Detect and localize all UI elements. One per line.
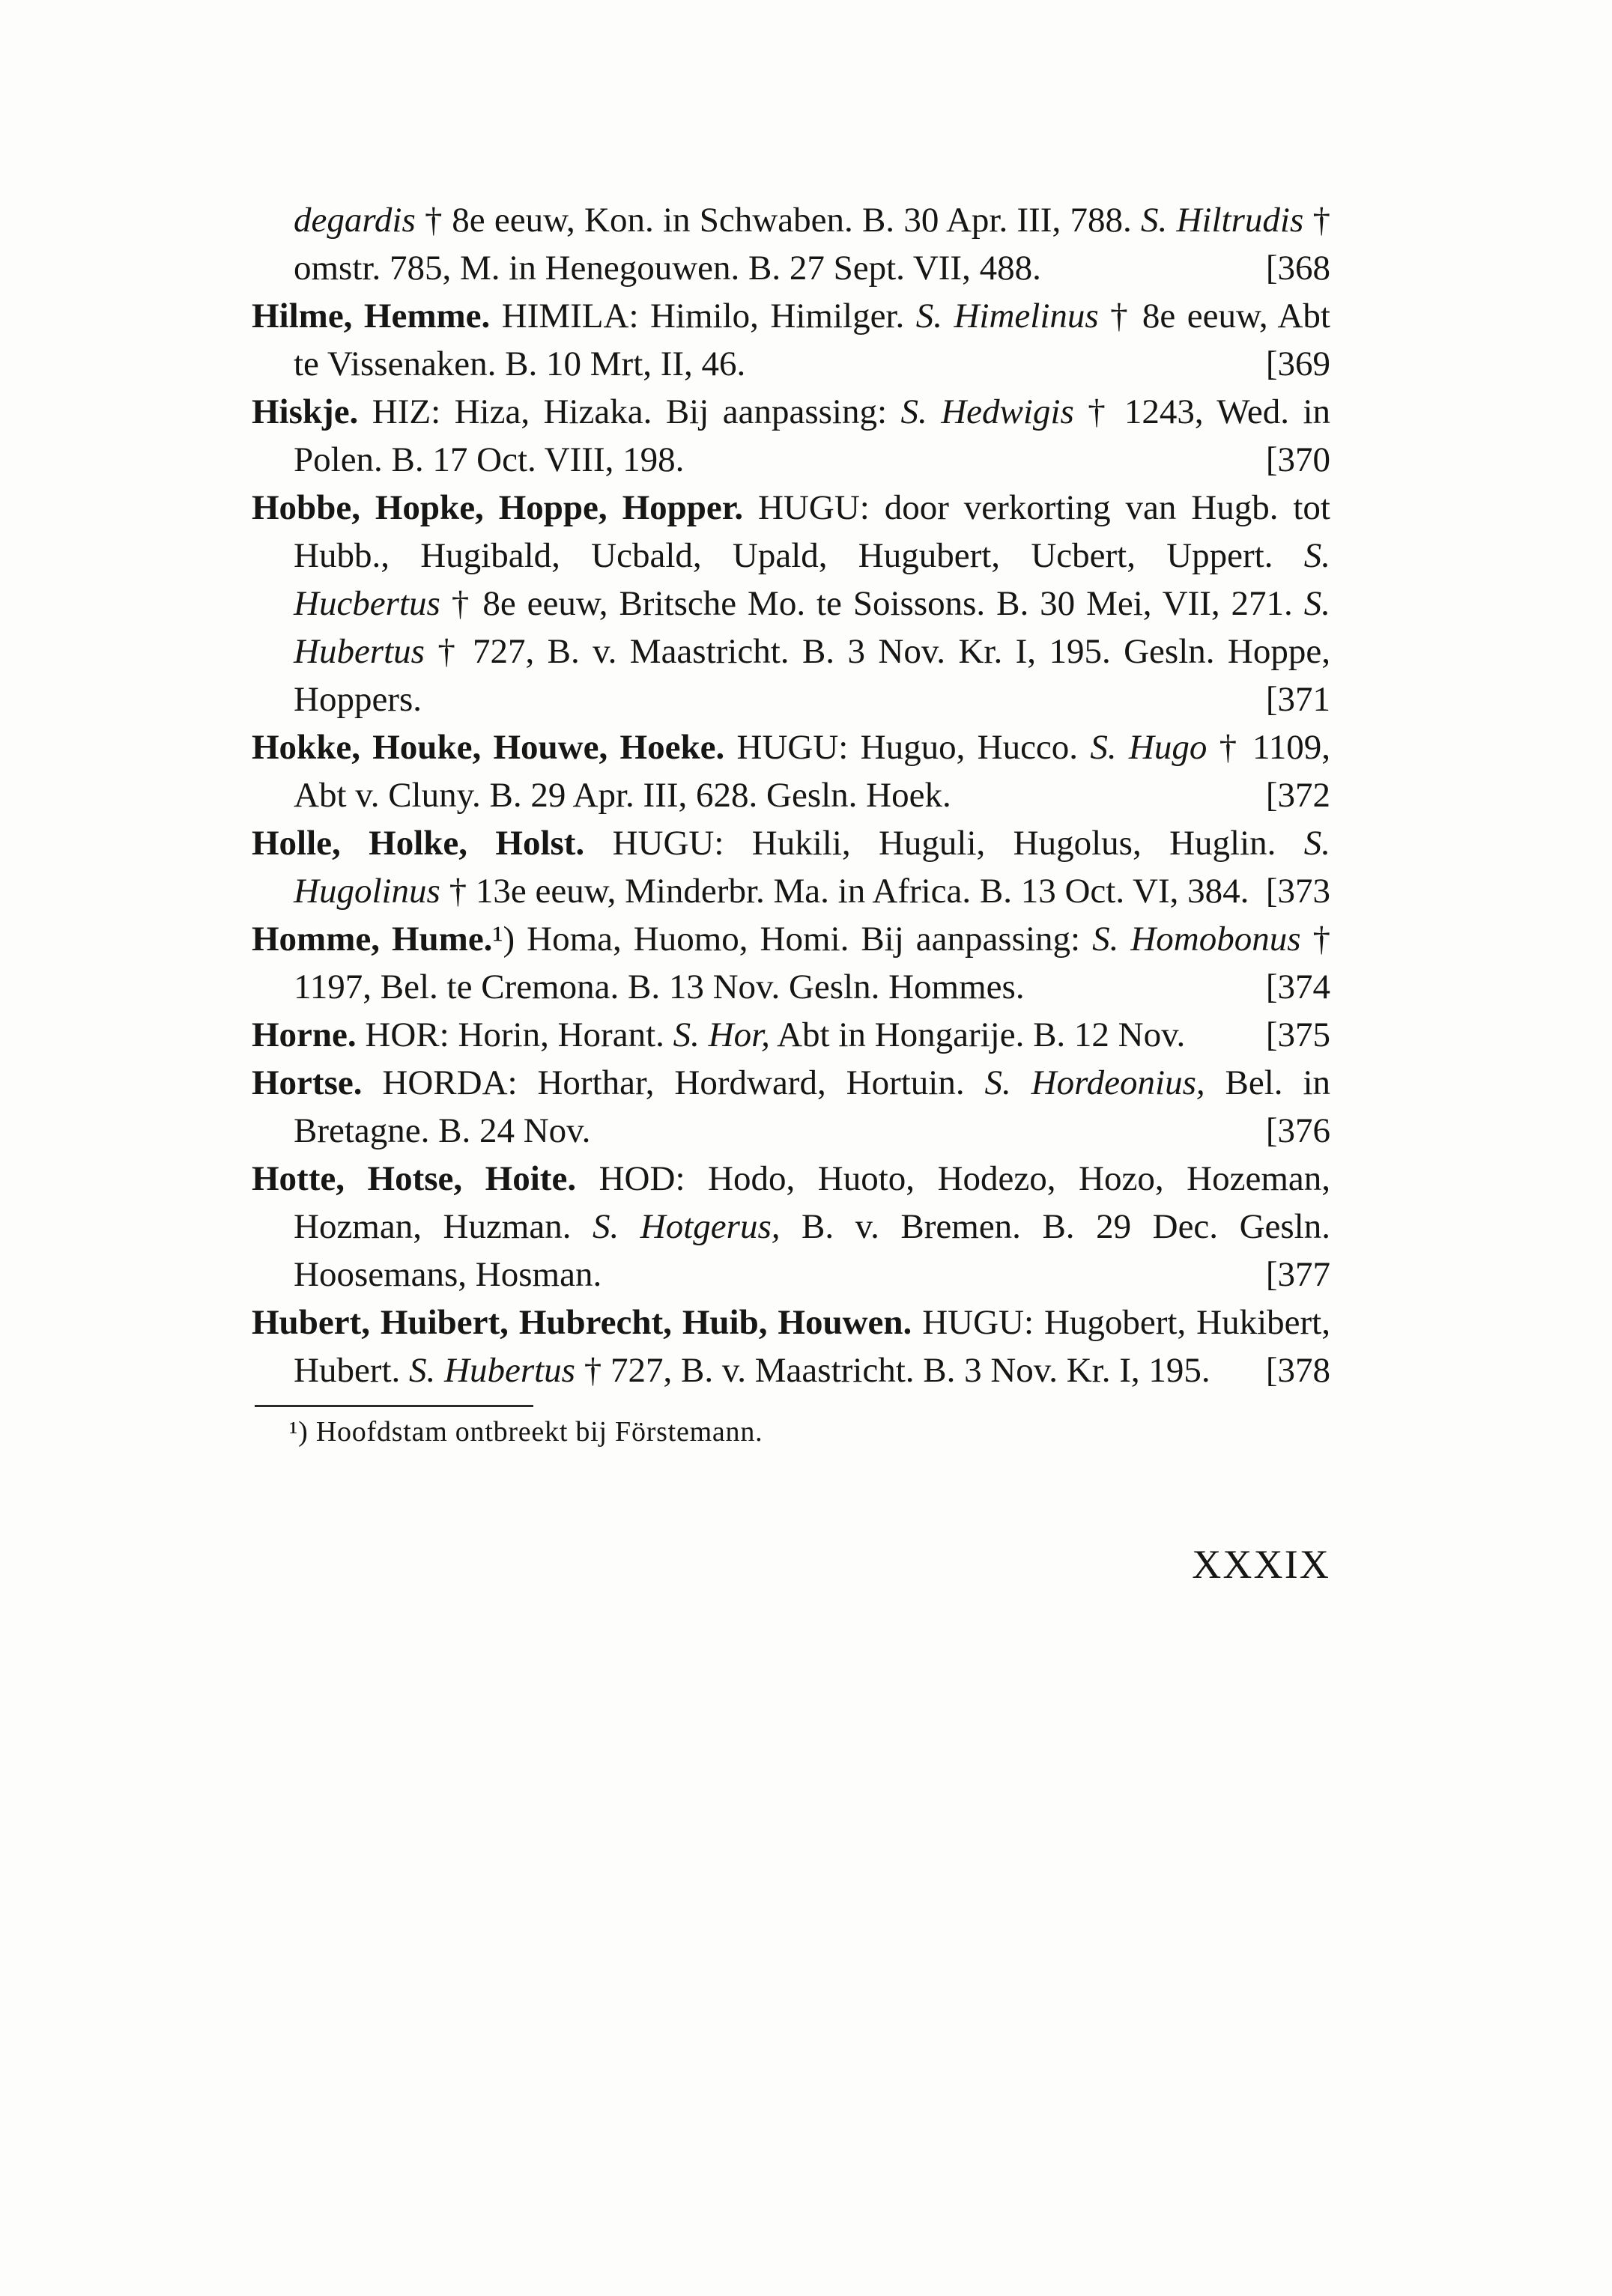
entry-segment: Hiskje. <box>252 392 359 431</box>
entry-segment: † 727, B. v. Maastricht. B. 3 Nov. Kr. I, 195. Gesln. Hoppe, Hoppers. <box>294 632 1330 719</box>
entry-segment: † 1109, Abt v. Cluny. B. 29 Apr. III, 628. Gesln. Hoek. <box>294 728 1330 815</box>
entry-ref: [369 <box>1265 344 1330 383</box>
entry-segment: S. Hugo <box>1090 728 1208 767</box>
entry <box>252 484 1330 723</box>
entry-segment: degardis <box>294 201 416 240</box>
entry-segment: HUGU: door verkorting van Hugb. tot Hubb., Hugibald, Ucbald, Upald, Hugubert, Ucbert, Uppert. <box>294 488 1330 575</box>
entry-segment: Hilme, Hemme. <box>252 297 491 335</box>
entry-segment: HIZ: Hiza, Hizaka. Bij aanpassing: <box>358 392 901 431</box>
entry-segment: † 8e eeuw, Kon. in Schwaben. B. 30 Apr. III, 788. <box>415 201 1141 240</box>
entry-ref: [377 <box>1265 1255 1330 1294</box>
entry-ref: [372 <box>1265 776 1330 815</box>
footnote: ¹) Hoofdstam ontbreekt bij Förstemann. <box>289 1416 763 1448</box>
entry <box>252 819 1330 915</box>
entry-segment: Hobbe, Hopke, Hoppe, Hopper. <box>252 488 744 527</box>
entry-segment: HOR: Horin, Horant. <box>356 1015 673 1054</box>
entry-segment: † 1197, Bel. te Cremona. B. 13 Nov. Gesln. Hommes. <box>294 920 1330 1006</box>
page-number: XXXIX <box>1192 1542 1330 1587</box>
entry <box>252 292 1330 388</box>
entry-segment: S. Himelinus <box>915 297 1099 335</box>
entry-segment: HIMILA: Himilo, Himilger. <box>490 297 916 335</box>
entry-segment: S. Homobonus <box>1092 920 1301 959</box>
entry-segment: S. Hedwigis <box>900 392 1074 431</box>
entry-segment: † 13e eeuw, Minderbr. Ma. in Africa. B. 13 Oct. VI, 384. <box>440 872 1249 911</box>
entry-ref: [374 <box>1265 968 1330 1006</box>
entry <box>252 1299 1330 1394</box>
entry-segment: HUGU: Hugobert, Hukibert, Hubert. <box>294 1303 1330 1390</box>
entry-segment: † 1243, Wed. in Polen. B. 17 Oct. VIII, 198. <box>294 392 1330 479</box>
entry <box>252 196 1330 292</box>
entry-segment: HORDA: Horthar, Hordward, Hortuin. <box>362 1063 985 1102</box>
entry-segment: Hokke, Houke, Houwe, Hoeke. <box>252 728 725 767</box>
entry-segment: † omstr. 785, M. in Henegouwen. B. 27 Sept. VII, 488. <box>294 201 1330 288</box>
entry-segment: S. Hiltrudis <box>1140 201 1304 240</box>
entry-segment: S. Hubertus <box>409 1351 575 1390</box>
entry <box>252 388 1330 484</box>
entry-ref: [376 <box>1265 1111 1330 1150</box>
text-column <box>252 196 1330 1588</box>
entry-segment: S. Hor, <box>673 1015 770 1054</box>
entry-segment: † 8e eeuw, Britsche Mo. te Soissons. B. 30 Mei, VII, 271. <box>440 584 1304 623</box>
entry <box>252 1155 1330 1299</box>
entry-ref: [373 <box>1265 872 1330 911</box>
entry-segment: Horne. <box>252 1015 357 1054</box>
entry-segment: Homme, Hume. <box>252 920 493 959</box>
entry-segment: Hotte, Hotse, Hoite. <box>252 1159 577 1198</box>
entry-segment: S. Hotgerus, <box>593 1207 781 1246</box>
entry-segment: Holle, Holke, Holst. <box>252 824 585 863</box>
entry-segment: Abt in Hongarije. B. 12 Nov. <box>769 1015 1186 1054</box>
entry-ref: [368 <box>1265 249 1330 288</box>
entry-ref: [370 <box>1265 440 1330 479</box>
entry-segment: ¹) Homa, Huomo, Homi. Bij aanpassing: <box>492 920 1093 959</box>
entry <box>252 723 1330 819</box>
entry-ref: [378 <box>1265 1351 1330 1390</box>
entry-segment: S. Hordeonius, <box>984 1063 1205 1102</box>
entry-ref: [375 <box>1265 1015 1330 1054</box>
entry-segment: Bel. in Bretagne. B. 24 Nov. <box>294 1063 1330 1150</box>
entry-segment: S. Hubertus <box>294 584 1330 671</box>
entry-segment: Hortse. <box>252 1063 363 1102</box>
entry <box>252 1011 1330 1059</box>
entry-segment: † 8e eeuw, Abt te Vissenaken. B. 10 Mrt, II, 46. <box>294 297 1330 383</box>
entry-segment: S. Hucbertus <box>294 536 1330 623</box>
entry-segment: † 727, B. v. Maastricht. B. 3 Nov. Kr. I, 195. <box>575 1351 1210 1390</box>
entry-segment: Hubert, Huibert, Hubrecht, Huib, Houwen. <box>252 1303 912 1342</box>
entry-segment: B. v. Bremen. B. 29 Dec. Gesln. Hoosemans, Hosman. <box>294 1207 1330 1294</box>
entry-segment: HOD: Hodo, Huoto, Hodezo, Hozo, Hozeman, Hozman, Huzman. <box>294 1159 1330 1246</box>
entry <box>252 1059 1330 1155</box>
entry-ref: [371 <box>1265 680 1330 719</box>
entry <box>252 915 1330 1011</box>
entries-block <box>252 196 1330 1394</box>
entry-segment: HUGU: Hukili, Huguli, Hugolus, Huglin. <box>584 824 1304 863</box>
entry-segment: HUGU: Huguo, Hucco. <box>724 728 1091 767</box>
entry-segment: S. Hugolinus <box>294 824 1330 911</box>
